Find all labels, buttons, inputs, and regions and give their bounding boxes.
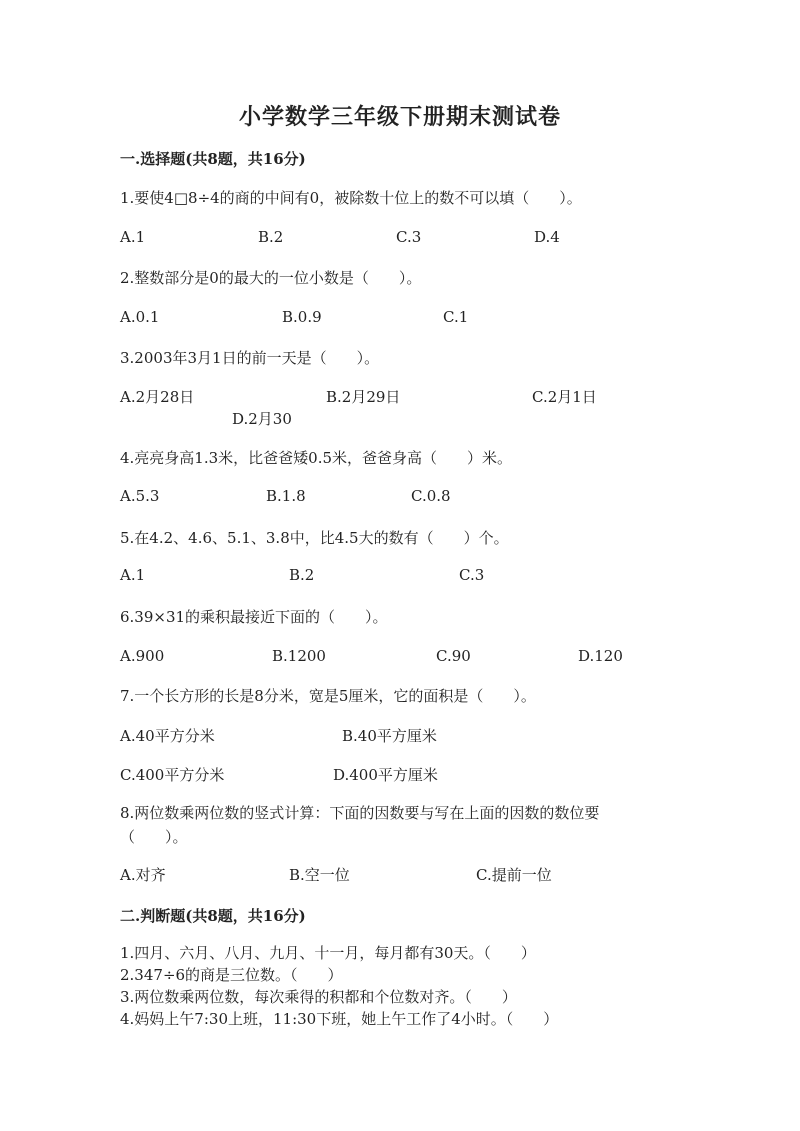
option-8b: B.空一位: [289, 866, 350, 884]
option-2c: C.1: [443, 308, 469, 326]
option-7a: A.40平方分米: [120, 727, 215, 745]
option-4a: A.5.3: [120, 487, 160, 505]
section-heading-judgment: 二.判断题(共8题，共16分): [120, 907, 306, 925]
judgment-4: 4.妈妈上午7:30上班，11:30下班，她上午工作了4小时。（ ）: [120, 1010, 559, 1028]
option-7c: C.400平方分米: [120, 766, 225, 784]
option-1a: A.1: [120, 228, 146, 246]
option-6c: C.90: [436, 647, 471, 665]
question-8: 8.两位数乘两位数的竖式计算：下面的因数要与写在上面的因数的数位要（ ）。: [120, 804, 600, 846]
section-heading-choice: 一.选择题(共8题，共16分): [120, 150, 306, 168]
question-7: 7.一个长方形的长是8分米，宽是5厘米，它的面积是（ ）。: [120, 687, 536, 705]
judgment-3: 3.两位数乘两位数，每次乘得的积都和个位数对齐。（ ）: [120, 988, 517, 1006]
option-3d: D.2月30: [232, 410, 292, 428]
option-8c: C.提前一位: [476, 866, 552, 884]
option-3b: B.2月29日: [326, 388, 401, 406]
question-6: 6.39×31的乘积最接近下面的（ ）。: [120, 608, 388, 626]
option-6d: D.120: [578, 647, 623, 665]
option-2a: A.0.1: [120, 308, 160, 326]
judgment-2: 2.347÷6的商是三位数。（ ）: [120, 966, 343, 984]
option-6a: A.900: [120, 647, 165, 665]
judgment-1: 1.四月、六月、八月、九月、十一月，每月都有30天。（ ）: [120, 944, 536, 962]
option-3c: C.2月1日: [532, 388, 597, 406]
option-4b: B.1.8: [266, 487, 306, 505]
option-2b: B.0.9: [282, 308, 322, 326]
option-1d: D.4: [534, 228, 560, 246]
option-5b: B.2: [289, 566, 315, 584]
question-2: 2.整数部分是0的最大的一位小数是（ ）。: [120, 269, 422, 287]
question-3: 3.2003年3月1日的前一天是（ ）。: [120, 349, 380, 367]
option-1b: B.2: [258, 228, 284, 246]
option-5a: A.1: [120, 566, 146, 584]
page-title: 小学数学三年级下册期末测试卷: [238, 104, 561, 130]
question-5: 5.在4.2、4.6、5.1、3.8中，比4.5大的数有（ ）个。: [120, 529, 509, 547]
option-8a: A.对齐: [120, 866, 166, 884]
option-1c: C.3: [396, 228, 422, 246]
option-4c: C.0.8: [411, 487, 451, 505]
option-7d: D.400平方厘米: [333, 766, 438, 784]
question-4: 4.亮亮身高1.3米，比爸爸矮0.5米，爸爸身高（ ）米。: [120, 449, 513, 467]
option-5c: C.3: [459, 566, 485, 584]
option-3a: A.2月28日: [120, 388, 195, 406]
question-1: 1.要使4□8÷4的商的中间有0，被除数十位上的数不可以填（ ）。: [120, 189, 582, 207]
option-7b: B.40平方厘米: [342, 727, 437, 745]
option-6b: B.1200: [272, 647, 326, 665]
